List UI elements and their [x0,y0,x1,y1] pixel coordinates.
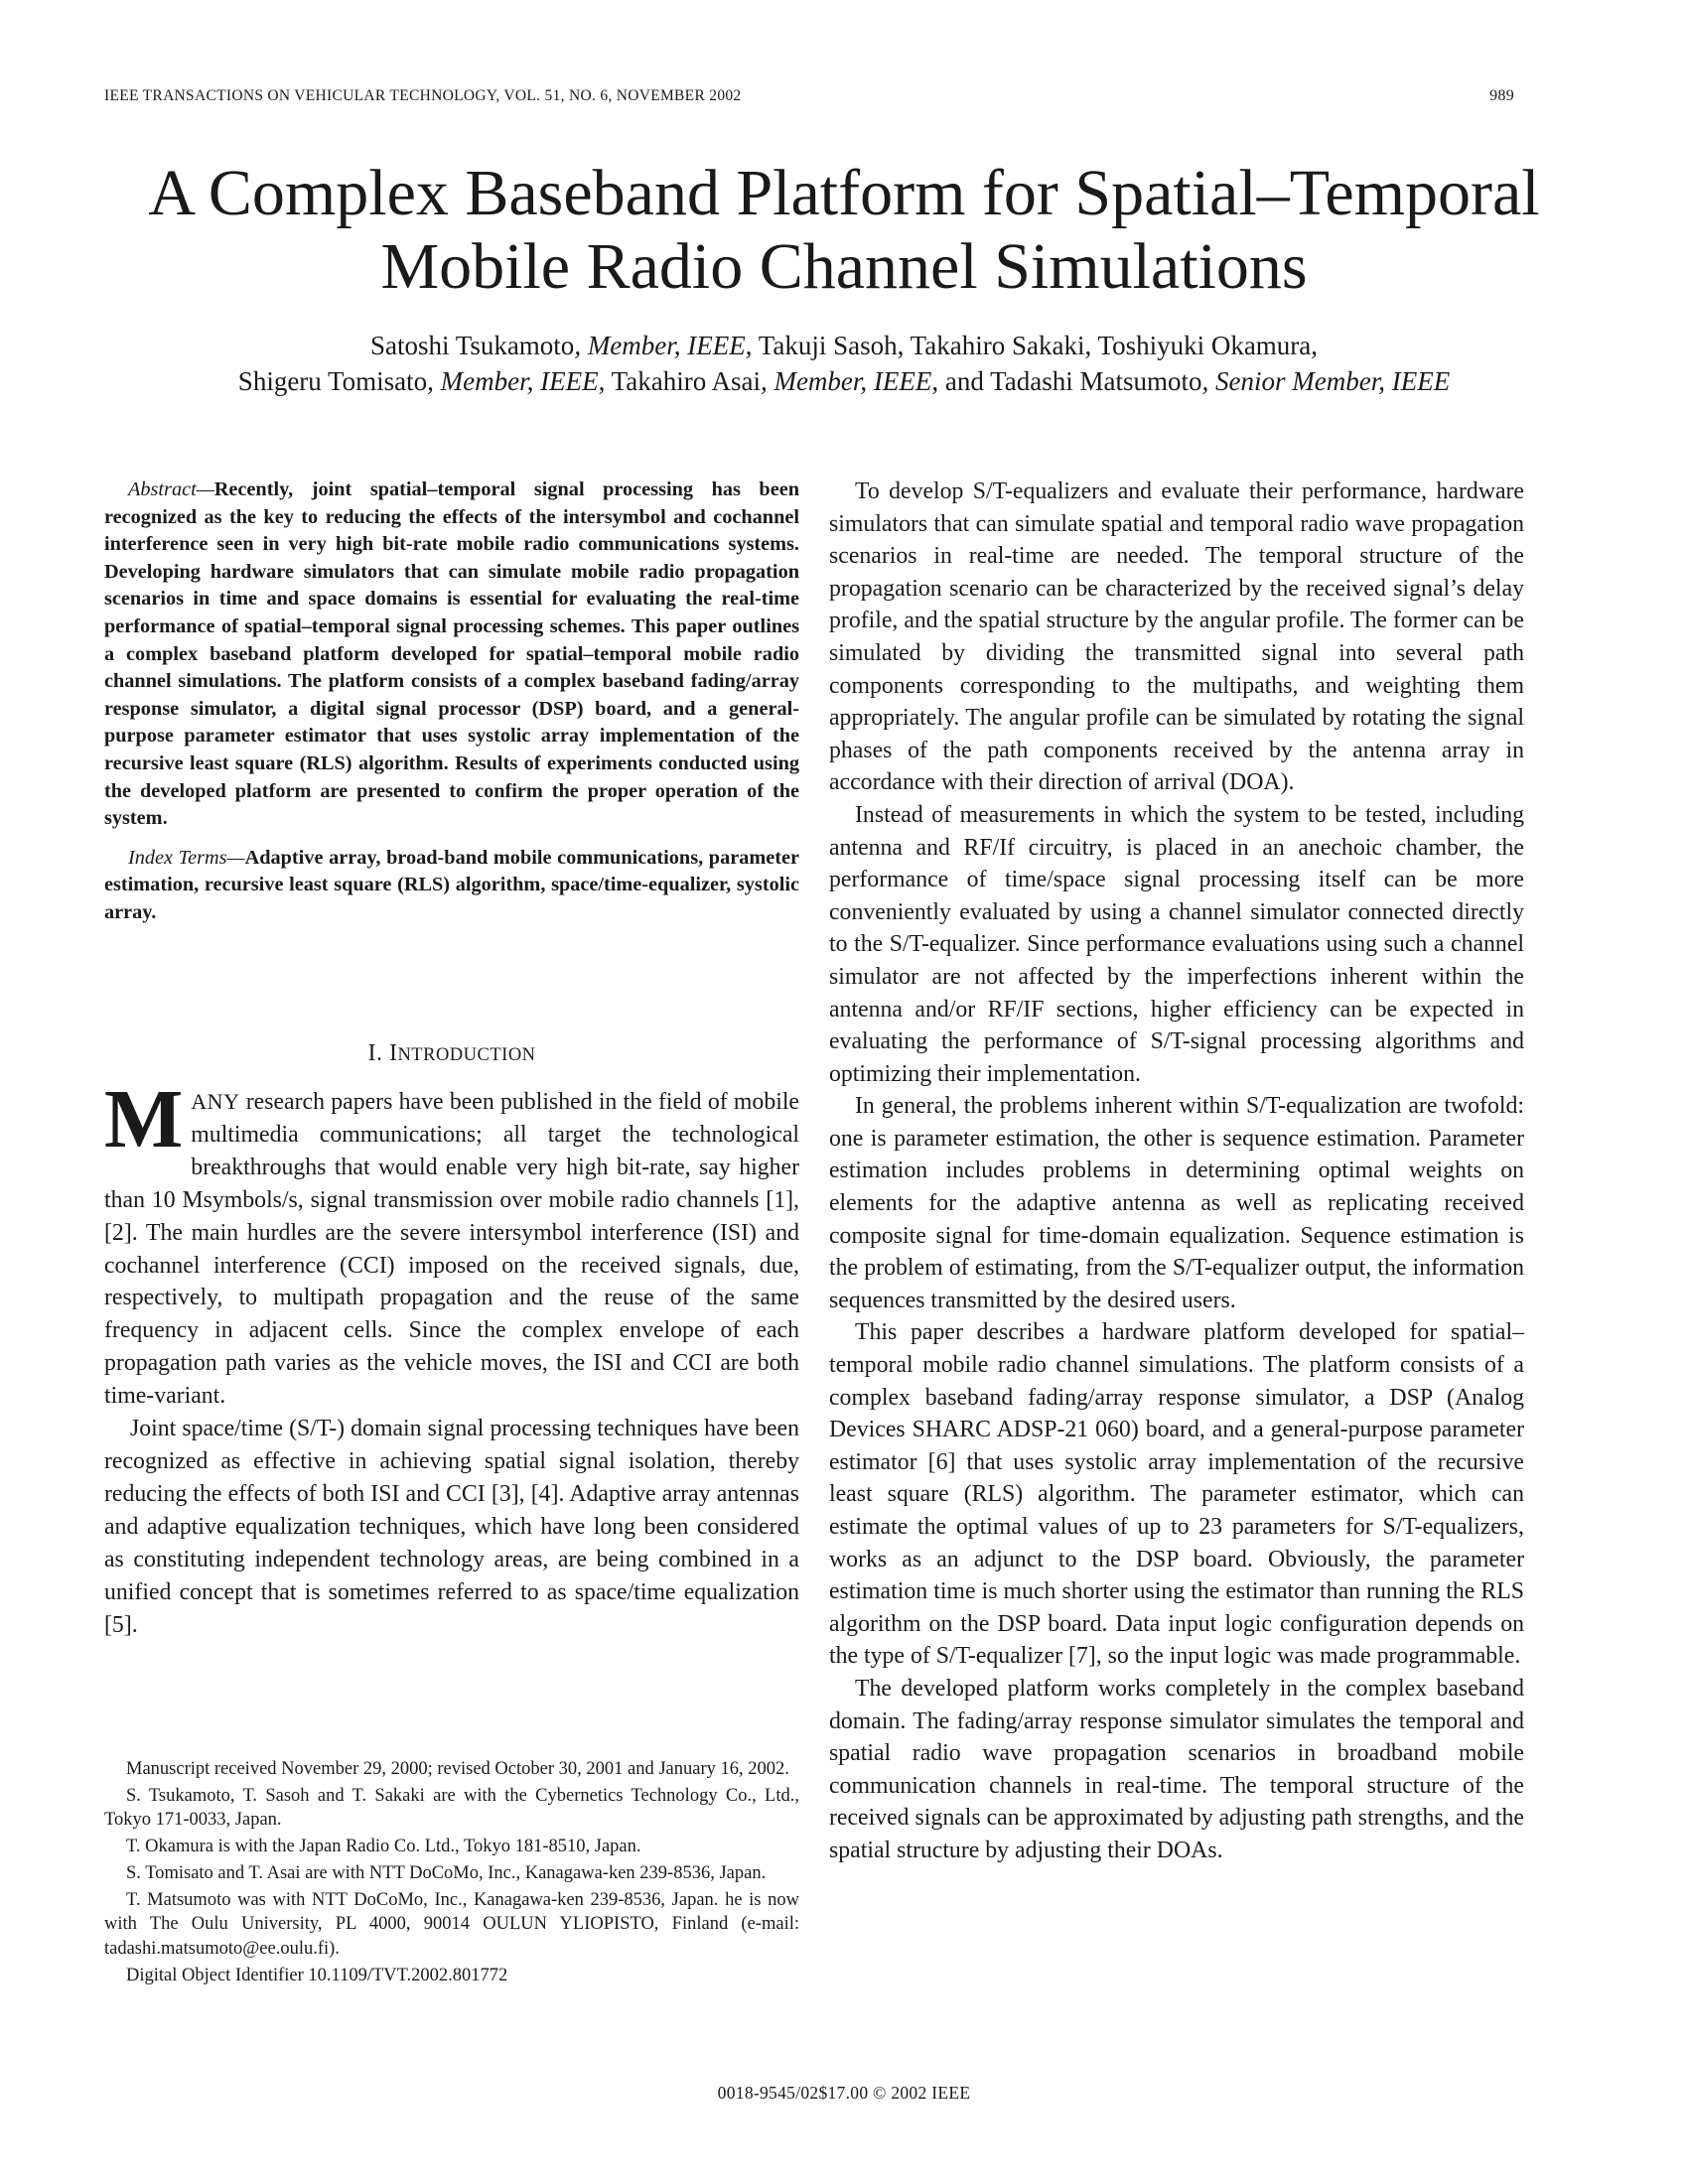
footnote: Manuscript received November 29, 2000; revised October 30, 2001 and January 16, 2002. [126,1759,789,1779]
author-role: , Member, IEEE [574,331,746,360]
abstract-label: Abstract— [128,478,214,500]
body-paragraph: In general, the problems inherent within S/T-equalization are twofold: one is parameter estimation, the other is sequence estimation. Parameter estimation includes problems in determining optimal weights on elements for the adaptive antenna as well as replicating received composite signal for time-domain equalization. Sequence estimation is the problem of estimating, from the S/T-equalizer output, the information sequences transmitted by the desired users. [829,1093,1524,1313]
author: , Takuji Sasoh, Takahiro Sakaki, Toshiyuki Okamura, [745,331,1319,360]
author-role: , Senior Member, IEEE [1201,366,1451,396]
author: , Takahiro Asai [598,366,761,396]
section-numeral: I. I [367,1040,398,1066]
body-paragraph: The developed platform works completely in the complex baseband domain. The fading/array response simulator simulates the temporal and spatial radio wave propagation scenarios in broadband mobile communication channels in real-time. The temporal structure of the received signals can be approximated by adjusting path strengths, and the spatial structure by adjusting their DOAs. [829,1675,1524,1863]
abstract [104,477,799,939]
author-role: , Member, IEEE [427,366,599,396]
footnote: T. Okamura is with the Japan Radio Co. Ltd., Tokyo 181-8510, Japan. [126,1837,641,1857]
small-caps-lead: ANY [191,1089,240,1114]
footnote: T. Matsumoto was with NTT DoCoMo, Inc., Kanagawa-ken 239-8536, Japan. he is now with The Oulu University, PL 4000, 90014 OULUN YLIOPISTO, Finland (e-mail: tadashi.matsumoto@ee.oulu.fi). [104,1889,799,1959]
body-paragraph: Joint space/time (S/T-) domain signal processing techniques have been recognized as effective in achieving spatial signal isolation, thereby reducing the effects of both ISI and CCI [3], [4]. Adaptive array antennas and adaptive equalization techniques, which have long been considered as constituting independent technology areas, are being combined in a unified concept that is sometimes referred to as space/time equalization [5]. [104,1416,799,1638]
introduction-text [104,1073,799,1641]
paper-title [60,157,1628,304]
drop-cap: M [104,1073,184,1165]
footnote: Digital Object Identifier 10.1109/TVT.2002.801772 [126,1965,508,1985]
page-number: 989 [1489,87,1514,104]
copyright-footer: 0018-9545/02$17.00 © 2002 IEEE [717,2083,971,2103]
author-list [79,328,1609,399]
section-title-rest: NTRODUCTION [397,1045,536,1065]
author: Shigeru Tomisato [237,366,428,396]
body-paragraph: This paper describes a hardware platform developed for spatial–temporal mobile radio channel simulations. The platform consists of a complex baseband fading/array response simulator, a DSP (Analog Devices SHARC ADSP-21 060) board, and a general-purpose parameter estimator [6] that uses systolic array implementation of the recursive least square (RLS) algorithm. The parameter estimator, which can estimate the optimal values of up to 23 parameters for S/T-equalizers, works as an adjunct to the DSP board. Obviously, the parameter estimation time is much shorter using the estimator than running the RLS algorithm on the DSP board. Data input logic configuration depends on the type of S/T-equalizer [7], so the input logic was made programmable. [829,1319,1524,1670]
footnotes [104,1757,799,1989]
section-heading [104,1040,799,1067]
author: , and Tadashi Matsumoto [931,366,1202,396]
paragraph-text: research papers have been published in the field of mobile multimedia communications; all target the technological breakthroughs that would enable very high bit-rate, say higher than 10 Msymbols/s, signal transmission over mobile radio channels [1], [2]. The main hurdles are the severe intersymbol interference (ISI) and cochannel interference (CCI) imposed on the received signals, due, respectively, to multipath propagation and the reuse of the same frequency in adjacent cells. Since the complex envelope of each propagation path varies as the vehicle moves, the ISI and CCI are both time-variant. [104,1089,799,1410]
author-role: , Member, IEEE [760,366,932,396]
author: Satoshi Tsukamoto [369,331,575,360]
title-line-2: Mobile Radio Channel Simulations [380,230,1308,303]
body-paragraph: Instead of measurements in which the system to be tested, including antenna and RF/If circuitry, is placed in an anechoic chamber, the performance of time/space signal processing itself can be more conveniently evaluated by using a channel simulator connected directly to the S/T-equalizer. Since performance evaluations using such a channel simulator are not affected by the imperfections inherent within the antenna and/or RF/IF sections, higher efficiency can be expected in evaluating the performance of S/T-signal processing algorithms and optimizing their implementation. [829,801,1524,1087]
right-column [829,476,1524,1867]
running-header [104,87,1514,113]
journal-name: IEEE TRANSACTIONS ON VEHICULAR TECHNOLOGY, VOL. 51, NO. 6, NOVEMBER 2002 [104,87,742,104]
title-line-1: A Complex Baseband Platform for Spatial–Temporal [148,157,1540,229]
index-terms-text: Adaptive array, broad-band mobile communications, parameter estimation, recursive least square (RLS) algorithm, space/time-equalizer, systolic array. [104,846,800,923]
abstract-text: Recently, joint spatial–temporal signal processing has been recognized as the key to reducing the effects of the intersymbol and cochannel interference seen in very high bit-rate mobile radio communications systems. Developing hardware simulators that can simulate mobile radio propagation scenarios in time and space domains is essential for evaluating the real-time performance of spatial–temporal signal processing schemes. This paper outlines a complex baseband platform developed for spatial–temporal mobile radio channel simulations. The platform consists of a complex baseband fading/array response simulator, a digital signal processor (DSP) board, and a general-purpose parameter estimator that uses systolic array implementation of the recursive least square (RLS) algorithm. Results of experiments conducted using the developed platform are presented to confirm the proper operation of the system. [104,478,799,830]
footnote: S. Tsukamoto, T. Sasoh and T. Sakaki are with the Cybernetics Technology Co., Ltd., Tokyo 171-0033, Japan. [104,1785,799,1831]
body-paragraph: To develop S/T-equalizers and evaluate their performance, hardware simulators that can simulate spatial and temporal radio wave propagation scenarios in real-time are needed. The temporal structure of the propagation scenario can be characterized by the received signal’s delay profile, and the spatial structure by the angular profile. The former can be simulated by dividing the transmitted signal into several path components corresponding to the multipaths, and weighting them appropriately. The angular profile can be simulated by rotating the signal phases of the path components received by the antenna array in accordance with their direction of arrival (DOA). [829,478,1524,796]
footnote: S. Tomisato and T. Asai are with NTT DoCoMo, Inc., Kanagawa-ken 239-8536, Japan. [126,1862,767,1883]
index-terms-label: Index Terms— [128,846,245,869]
index-terms [104,845,799,927]
abstract-paragraph [104,477,799,833]
body-paragraph [104,1073,799,1413]
